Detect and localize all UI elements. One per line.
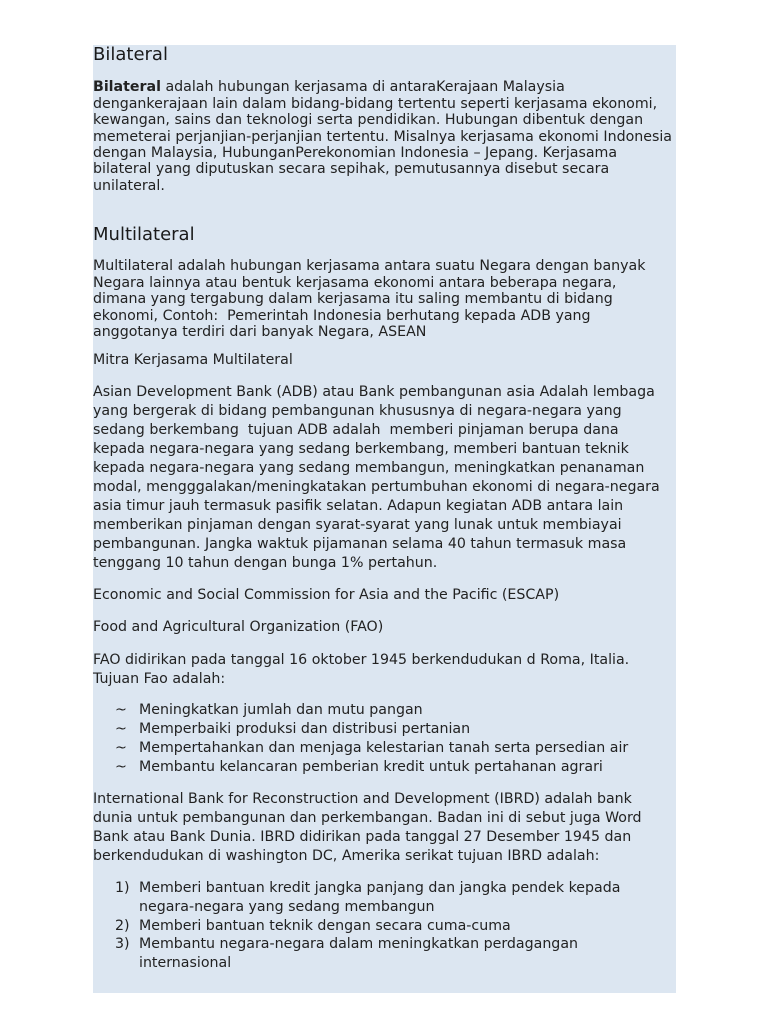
text-line: Bank atau Bank Dunia. IBRD didirikan pada tanggal 27 Desember 1945 dan	[93, 829, 632, 845]
list-item	[93, 879, 676, 917]
text-line	[93, 79, 676, 95]
text-line: Multilateral adalah hubungan kerjasama antara suatu Negara dengan banyak	[93, 258, 646, 275]
bullet-marker: ~	[115, 702, 127, 718]
multilateral-heading: Multilateral	[93, 224, 195, 245]
text-line: dunia untuk pembangunan dan perkembangan. Badan ini di sebut juga Word	[93, 810, 642, 826]
bullet-marker: ~	[115, 721, 127, 737]
list-item-text: Membantu negara-negara dalam meningkatkan perdagangan	[139, 936, 579, 953]
list-item-text: Memberi bantuan kredit jangka panjang dan jangka pendek kepada	[139, 880, 621, 896]
ibrd-goals-list	[93, 879, 676, 973]
list-item	[93, 917, 676, 936]
bullet-marker: ~	[115, 759, 127, 775]
list-item-text: negara-negara yang sedang membangun	[139, 898, 435, 915]
text-line: kewangan, sains dan teknologi serta pendidikan. Hubungan dibentuk dengan	[93, 112, 644, 129]
bilateral-paragraph	[93, 79, 676, 194]
text-line: memberikan pinjaman dengan syarat-syarat yang lunak untuk membiayai	[93, 517, 622, 533]
bilateral-lead-term: Bilateral	[93, 79, 161, 96]
text-line: asia timur jauh termasuk pasifik selatan. Adapun kegiatan ADB antara lain	[93, 498, 624, 514]
text-line: berkendudukan di washington DC, Amerika serikat tujuan IBRD adalah:	[93, 848, 600, 864]
list-item	[93, 720, 676, 739]
text-line: Economic and Social Commission for Asia and the Pacific (ESCAP)	[93, 587, 560, 603]
list-item	[93, 935, 676, 973]
text-line: tenggang 10 tahun dengan bunga 1% pertahun.	[93, 555, 438, 571]
text-line: Asian Development Bank (ADB) atau Bank pembangunan asia Adalah lembaga	[93, 384, 655, 400]
text-line: dengankerajaan lain dalam bidang-bidang tertentu seperti kerjasama ekonomi,	[93, 95, 658, 112]
list-item-text: Memberi bantuan teknik dengan secara cuma-cuma	[139, 917, 511, 934]
fao-goals-list	[93, 701, 676, 777]
ibrd-paragraph	[93, 790, 676, 866]
text-line: dimana yang tergabung dalam kerjasama itu saling membantu di bidang	[93, 291, 613, 308]
text-line: Food and Agricultural Organization (FAO)	[93, 619, 384, 635]
text-line: anggotanya terdiri dari banyak Negara, ASEAN	[93, 324, 427, 341]
text-line: pembangunan. Jangka waktuk pijamanan selama 40 tahun termasuk masa	[93, 536, 627, 552]
list-item	[93, 758, 676, 777]
text-line: unilateral.	[93, 177, 165, 194]
list-item	[93, 739, 676, 758]
list-item-text: Memperbaiki produksi dan distribusi pertanian	[139, 721, 471, 737]
text-line: Mitra Kerjasama Multilateral	[93, 352, 293, 368]
list-item-text: internasional	[139, 955, 232, 972]
multilateral-partners-title	[93, 351, 676, 370]
bullet-marker: ~	[115, 740, 127, 756]
text-line: International Bank for Reconstruction and Development (IBRD) adalah bank	[93, 791, 632, 807]
list-item-text: Meningkatkan jumlah dan mutu pangan	[139, 702, 423, 718]
text-line: kepada negara-negara yang sedang berkembang, memberi bantuan teknik	[93, 441, 629, 457]
number-marker: 1)	[115, 880, 130, 896]
text-line: kepada negara-negara yang sedang membangun, meningkatkan penanaman	[93, 460, 645, 476]
text-line: Tujuan Fao adalah:	[93, 671, 226, 687]
multilateral-paragraph	[93, 258, 676, 340]
text-line: dengan Malaysia, HubunganPerekonomian Indonesia – Jepang. Kerjasama	[93, 145, 618, 162]
text-line: memeterai perjanjian-perjanjian tertentu. Misalnya kerjasama ekonomi Indonesia	[93, 128, 672, 145]
adb-paragraph	[93, 383, 676, 573]
fao-paragraph	[93, 651, 676, 689]
list-item-text: Membantu kelancaran pemberian kredit untuk pertahanan agrari	[139, 759, 603, 775]
fao-title	[93, 618, 676, 637]
number-marker: 2)	[115, 917, 130, 934]
text-line: sedang berkembang tujuan ADB adalah memberi pinjaman berupa dana	[93, 422, 619, 438]
escap-title	[93, 586, 676, 605]
number-marker: 3)	[115, 936, 130, 953]
text-line: yang bergerak di bidang pembangunan khususnya di negara-negara yang	[93, 403, 622, 419]
text-line: ekonomi, Contoh: Pemerintah Indonesia berhutang kepada ADB yang	[93, 307, 591, 324]
list-item-text: Mempertahankan dan menjaga kelestarian tanah serta persedian air	[139, 740, 629, 756]
list-item	[93, 701, 676, 720]
text-line-rest: adalah hubungan kerjasama di antaraKerajaan Malaysia	[165, 79, 565, 96]
text-line: FAO didirikan pada tanggal 16 oktober 1945 berkendudukan d Roma, Italia.	[93, 652, 630, 668]
text-line: Negara lainnya atau bentuk kerjasama ekonomi antara beberapa negara,	[93, 274, 617, 291]
text-line: modal, mengggalakan/meningkatakan pertumbuhan ekonomi di negara-negara	[93, 479, 660, 495]
text-line: bilateral yang diputuskan secara sepihak, pemutusannya disebut secara	[93, 161, 610, 178]
bilateral-heading: Bilateral	[93, 44, 168, 65]
